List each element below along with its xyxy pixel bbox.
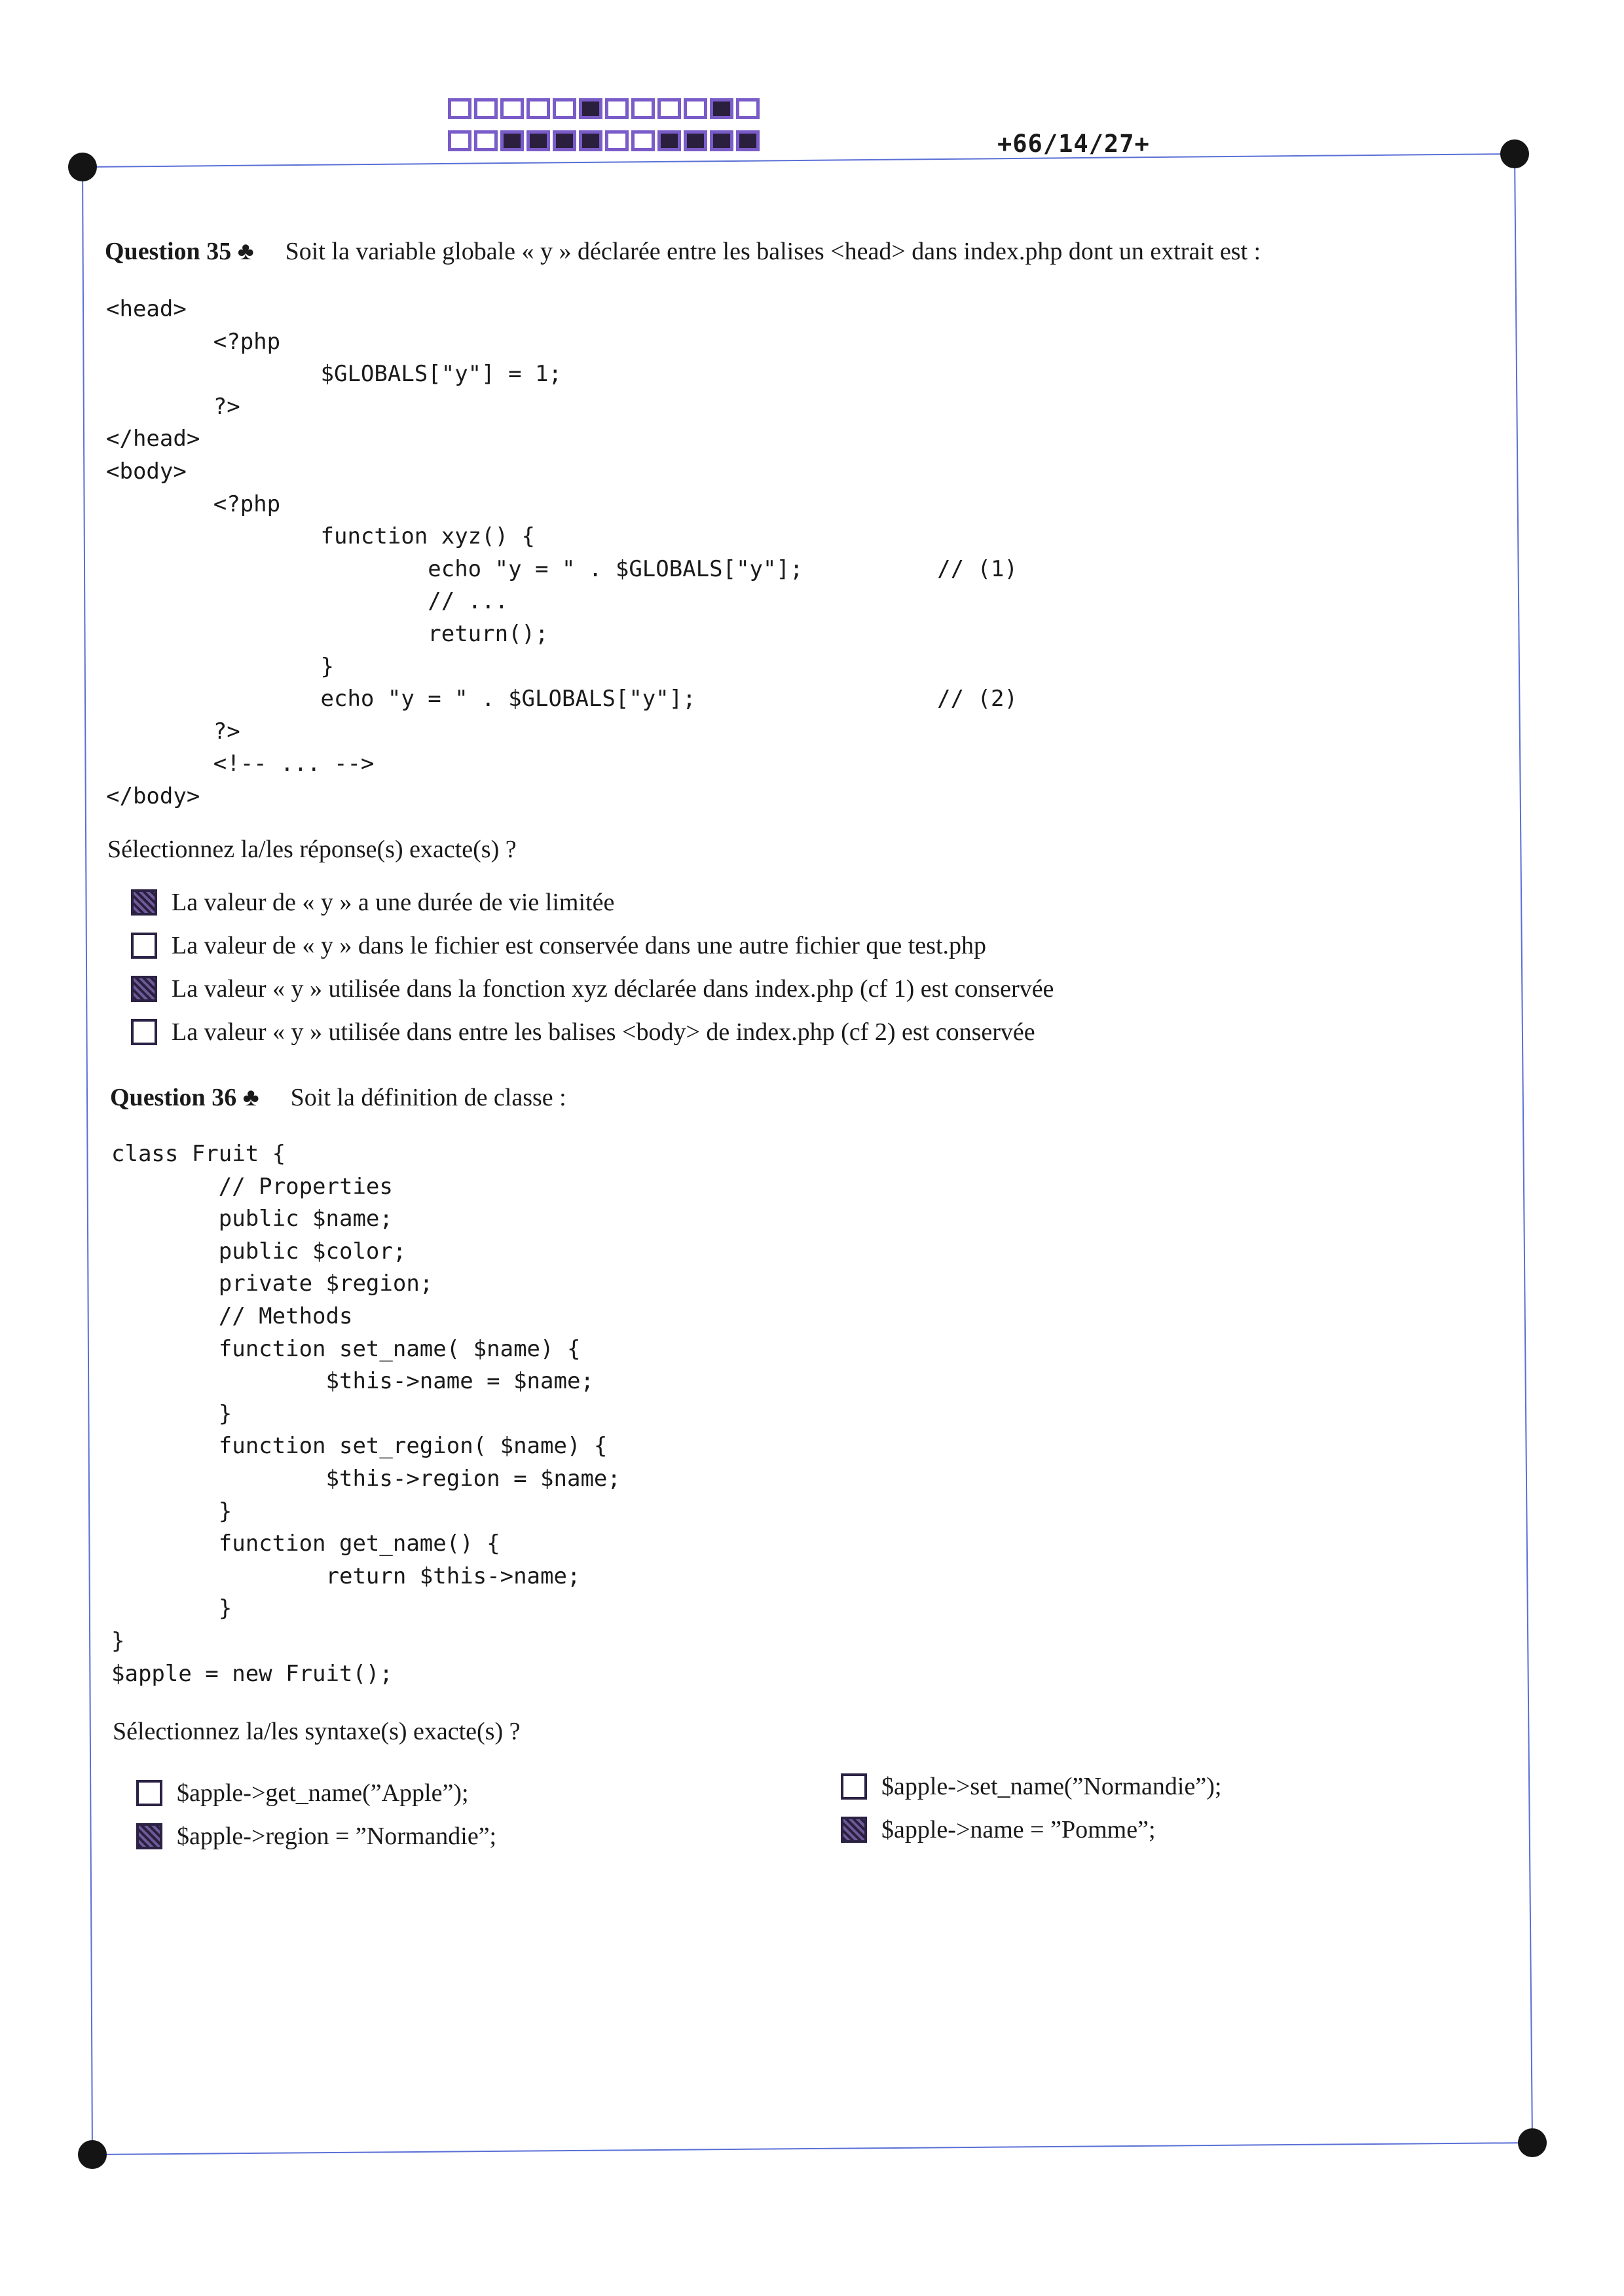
question-36-label: Question 36 ♣ [110, 1084, 259, 1111]
id-code-top-cell-5 [553, 98, 576, 119]
q35-checkbox-1[interactable] [131, 889, 157, 916]
id-code-top-cell-10 [684, 98, 707, 119]
id-code-bottom-cell-1 [448, 130, 471, 151]
id-code-bottom-cell-7 [605, 130, 629, 151]
id-code-top-cell-11 [710, 98, 733, 119]
q35-choice-4-label: La valeur « y » utilisée dans entre les balises <body> de index.php (cf 2) est conservée [172, 1018, 1035, 1046]
q35-choice-3[interactable] [131, 974, 1054, 1003]
q36-checkbox-1[interactable] [136, 1780, 162, 1806]
id-code-bottom-cell-8 [631, 130, 655, 151]
question-35-title [105, 237, 1261, 266]
id-code-row-bottom [448, 130, 762, 151]
id-code-bottom-cell-4 [526, 130, 550, 151]
q36-choice-2-label: $apple->region = ”Normandie”; [177, 1823, 497, 1850]
q35-choice-2[interactable] [131, 931, 986, 960]
id-code-bottom-cell-11 [710, 130, 733, 151]
id-code-top-cell-12 [736, 98, 760, 119]
corner-mark-top-left [68, 153, 97, 181]
q35-checkbox-4[interactable] [131, 1019, 157, 1045]
id-code-bottom-cell-5 [553, 130, 576, 151]
q35-choice-1-label: La valeur de « y » a une durée de vie limitée [172, 889, 615, 916]
id-code-bottom-cell-12 [736, 130, 760, 151]
question-36-prompt: Sélectionnez la/les syntaxe(s) exacte(s) ? [113, 1718, 521, 1745]
question-36-code: class Fruit { // Properties public $name; public $color; private $region; // Methods function set_name( $name) { $this->name = $name; } function set_region( $name) { $this->region = $name; } function get_name() { return $this->name; } } $apple = new Fruit(); [111, 1141, 621, 1687]
id-code-top-cell-3 [500, 98, 524, 119]
question-35-code: <head> <?php $GLOBALS["y"] = 1; ?> </head> <body> <?php function xyz() { echo "y = " . $GLOBALS["y"]; // (1) // ... return(); } echo "y = " . $GLOBALS["y"]; // (2) ?> <!-- ... --> </body> [106, 296, 1018, 809]
q36-choice-3[interactable] [841, 1772, 1221, 1801]
sheet-id: +66/14/27+ [997, 130, 1150, 158]
q35-checkbox-2[interactable] [131, 933, 157, 959]
id-code-row-top [448, 98, 762, 119]
q36-checkbox-3[interactable] [841, 1773, 867, 1800]
id-code-top-cell-7 [605, 98, 629, 119]
q36-checkbox-2[interactable] [136, 1823, 162, 1849]
id-code-bottom-cell-6 [579, 130, 602, 151]
q36-checkbox-4[interactable] [841, 1817, 867, 1843]
id-code-bottom-cell-10 [684, 130, 707, 151]
question-36-title [110, 1083, 566, 1112]
question-35-text: Soit la variable globale « y » déclarée entre les balises <head> dans index.php dont un extrait est : [285, 238, 1261, 265]
id-code-bottom-cell-2 [474, 130, 498, 151]
id-code-top-cell-2 [474, 98, 498, 119]
id-code-top-cell-8 [631, 98, 655, 119]
q35-choice-2-label: La valeur de « y » dans le fichier est conservée dans une autre fichier que test.php [172, 932, 986, 959]
id-code-bottom-cell-3 [500, 130, 524, 151]
id-code-bottom-cell-9 [657, 130, 681, 151]
q35-checkbox-3[interactable] [131, 976, 157, 1002]
corner-mark-top-right [1500, 139, 1529, 168]
q35-choice-4[interactable] [131, 1018, 1035, 1046]
q36-choice-2[interactable] [136, 1822, 496, 1851]
q36-choice-4-label: $apple->name = ”Pomme”; [881, 1816, 1156, 1843]
corner-mark-bottom-right [1518, 2128, 1547, 2157]
id-code-top-cell-9 [657, 98, 681, 119]
q36-choice-1-label: $apple->get_name(”Apple”); [177, 1779, 469, 1807]
id-code-top-cell-4 [526, 98, 550, 119]
q36-choice-4[interactable] [841, 1815, 1156, 1844]
q35-choice-3-label: La valeur « y » utilisée dans la fonction xyz déclarée dans index.php (cf 1) est conservée [172, 975, 1054, 1003]
question-35-label: Question 35 ♣ [105, 238, 254, 265]
question-36-text: Soit la définition de classe : [290, 1084, 566, 1111]
q36-choice-3-label: $apple->set_name(”Normandie”); [881, 1773, 1222, 1800]
id-code-top-cell-6 [579, 98, 602, 119]
corner-mark-bottom-left [78, 2140, 107, 2169]
id-code-top-cell-1 [448, 98, 471, 119]
question-35-prompt: Sélectionnez la/les réponse(s) exacte(s) ? [107, 836, 517, 863]
q36-choice-1[interactable] [136, 1779, 469, 1807]
q35-choice-1[interactable] [131, 888, 614, 917]
